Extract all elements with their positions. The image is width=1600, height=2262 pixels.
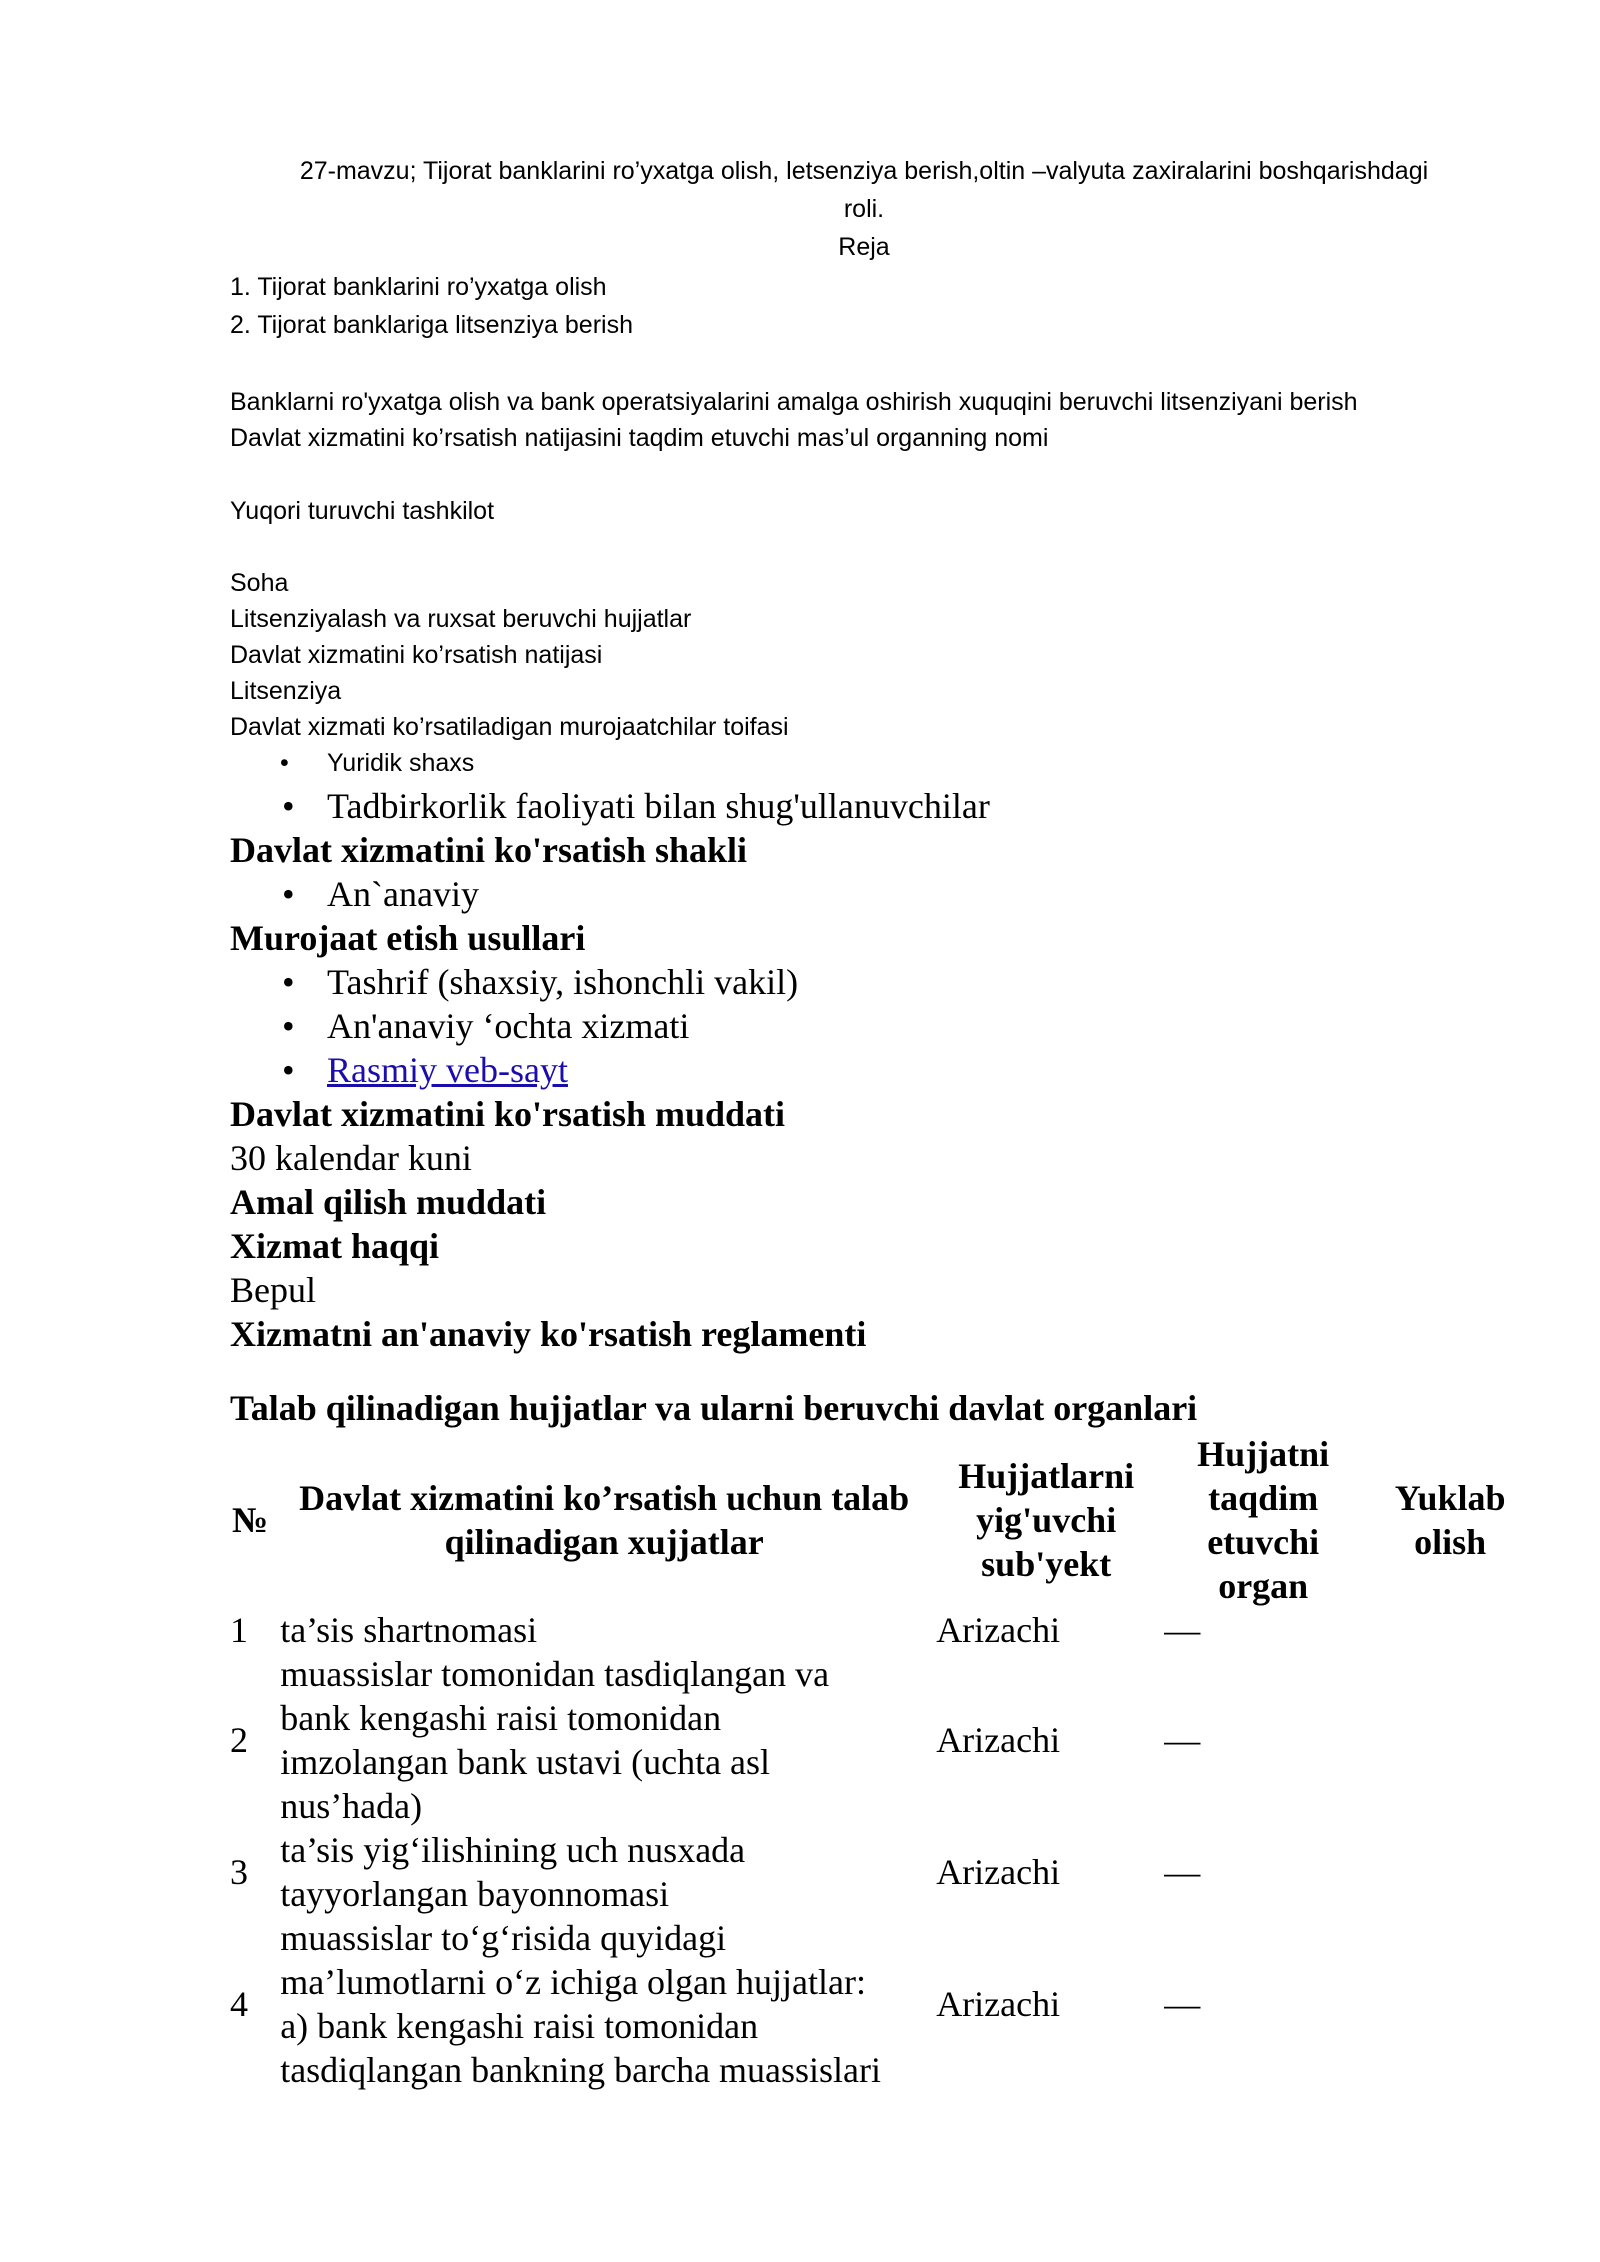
- row-download: [1366, 1652, 1534, 1828]
- header-organ-line-1: Hujjatni: [1197, 1434, 1330, 1474]
- field-label: Soha: [230, 569, 289, 597]
- documents-table: [226, 1432, 1534, 2092]
- row-number: 1: [230, 1610, 248, 1650]
- category-item-2: • Tadbirkorlik faoliyati bilan shug'ullanuvchilar: [230, 784, 1530, 828]
- row-document-line: ma’lumotlarni o‘z ichiga olgan hujjatlar:: [280, 1962, 866, 2002]
- fee-heading: Xizmat haqqi: [230, 1226, 440, 1266]
- title-line-1: 27-mavzu; Tijorat banklarini ro’yxatga olish, letsenziya berish,oltin –valyuta zaxiralarini boshqarishdagi: [299, 157, 1429, 185]
- header-organ-line-3: etuvchi: [1207, 1522, 1320, 1562]
- header-collector: [932, 1432, 1160, 1608]
- header-document-line-2: qilinadigan xujjatlar: [444, 1522, 764, 1562]
- plan-item-2: 2. Tijorat banklariga litsenziya berish: [230, 311, 633, 339]
- header-organ-line-4: organ: [1218, 1566, 1309, 1606]
- row-document-line: muassislar to‘g‘risida quyidagi: [280, 1918, 727, 1958]
- row-collector: Arizachi: [936, 1610, 1061, 1650]
- row-number: 4: [230, 1984, 248, 2024]
- higher-org-label: Yuqori turuvchi tashkilot: [230, 497, 495, 525]
- details-block: [230, 565, 1530, 781]
- intro-line-2: Davlat xizmatini ko’rsatish natijasini taqdim etuvchi mas’ul organning nomi: [230, 424, 1049, 452]
- row-collector: Arizachi: [936, 1720, 1061, 1760]
- row-download: [1366, 1916, 1534, 2092]
- header-collector-line-2: yig'uvchi: [976, 1500, 1117, 1540]
- method-item-3: [230, 1048, 1530, 1092]
- row-document-line: bank kengashi raisi tomonidan: [280, 1698, 722, 1738]
- row-collector: Arizachi: [936, 1984, 1061, 2024]
- row-collector: Arizachi: [936, 1852, 1061, 1892]
- header-download: [1366, 1432, 1534, 1608]
- header-collector-line-3: sub'yekt: [981, 1544, 1112, 1584]
- header-download-line-2: olish: [1414, 1522, 1487, 1562]
- row-document-line: muassislar tomonidan tasdiqlangan va: [280, 1654, 830, 1694]
- field-value: Litsenziyalash va ruxsat beruvchi hujjatlar: [230, 605, 692, 633]
- document-title: [230, 152, 1498, 266]
- result-label: Davlat xizmatini ko’rsatish natijasi: [230, 641, 603, 669]
- table-row: [226, 1652, 1534, 1828]
- methods-heading: Murojaat etish usullari: [230, 918, 586, 958]
- row-organ: —: [1164, 1720, 1201, 1760]
- category-item-1: • Yuridik shaxs: [230, 745, 1530, 781]
- row-document-line: nus’hada): [280, 1786, 423, 1826]
- row-number: 2: [230, 1720, 248, 1760]
- term-value: 30 kalendar kuni: [230, 1138, 472, 1178]
- validity-heading: Amal qilish muddati: [230, 1182, 547, 1222]
- result-value: Litsenziya: [230, 677, 342, 705]
- term-heading: Davlat xizmatini ko'rsatish muddati: [230, 1094, 786, 1134]
- plan-item-1: 1. Tijorat banklarini ro’yxatga olish: [230, 273, 607, 301]
- row-number: 3: [230, 1852, 248, 1892]
- row-document: [276, 1652, 932, 1828]
- row-document: [276, 1828, 932, 1916]
- title-line-2: roli.: [843, 195, 885, 223]
- row-organ: —: [1164, 1984, 1201, 2024]
- plan-label: Reja: [838, 233, 890, 261]
- row-organ: —: [1164, 1610, 1201, 1650]
- row-organ: —: [1164, 1852, 1201, 1892]
- row-document: [276, 1916, 932, 2092]
- intro-line-1: Banklarni ro'yxatga olish va bank operatsiyalarini amalga oshirish xuquqini beruvchi litsenziyani berish: [230, 388, 1358, 416]
- header-collector-line-1: Hujjatlarni: [958, 1456, 1135, 1496]
- header-organ-line-2: taqdim: [1208, 1478, 1319, 1518]
- row-document-line: ta’sis yig‘ilishining uch nusxada: [280, 1830, 746, 1870]
- plan-list: [230, 268, 1530, 344]
- intro-block: [230, 384, 1530, 456]
- row-document-line: a) bank kengashi raisi tomonidan: [280, 2006, 759, 2046]
- table-header-row: [226, 1432, 1534, 1608]
- regulation-heading: Xizmatni an'anaviy ko'rsatish reglamenti: [230, 1314, 867, 1354]
- category-label: Davlat xizmati ko’rsatiladigan murojaatchilar toifasi: [230, 713, 789, 741]
- sections-block: [230, 784, 1530, 1356]
- docs-heading: Talab qilinadigan hujjatlar va ularni beruvchi davlat organlari: [230, 1388, 1198, 1428]
- row-download: [1366, 1608, 1534, 1652]
- header-download-line-1: Yuklab: [1394, 1478, 1506, 1518]
- row-document: [276, 1608, 932, 1652]
- fee-value: Bepul: [230, 1270, 316, 1310]
- header-num: №: [232, 1500, 269, 1540]
- header-organ: [1160, 1432, 1366, 1608]
- form-item: • An`anaviy: [230, 872, 1530, 916]
- higher-org-block: [230, 493, 1530, 529]
- row-document-line: ta’sis shartnomasi: [280, 1610, 538, 1650]
- header-document-line-1: Davlat xizmatini ko’rsatish uchun talab: [299, 1478, 910, 1518]
- table-row: [226, 1916, 1534, 2092]
- header-document: [276, 1432, 932, 1608]
- method-item-2: • An'anaviy ‘ochta xizmati: [230, 1004, 1530, 1048]
- row-document-line: tayyorlangan bayonnomasi: [280, 1874, 670, 1914]
- row-document-line: imzolangan bank ustavi (uchta asl: [280, 1742, 771, 1782]
- row-document-line: tasdiqlangan bankning barcha muassislari: [280, 2050, 882, 2090]
- method-item-1: • Tashrif (shaxsiy, ishonchli vakil): [230, 960, 1530, 1004]
- table-row: [226, 1828, 1534, 1916]
- form-heading: Davlat xizmatini ko'rsatish shakli: [230, 830, 748, 870]
- row-download: [1366, 1828, 1534, 1916]
- official-website-link[interactable]: Rasmiy veb-sayt: [327, 1050, 568, 1090]
- table-row: [226, 1608, 1534, 1652]
